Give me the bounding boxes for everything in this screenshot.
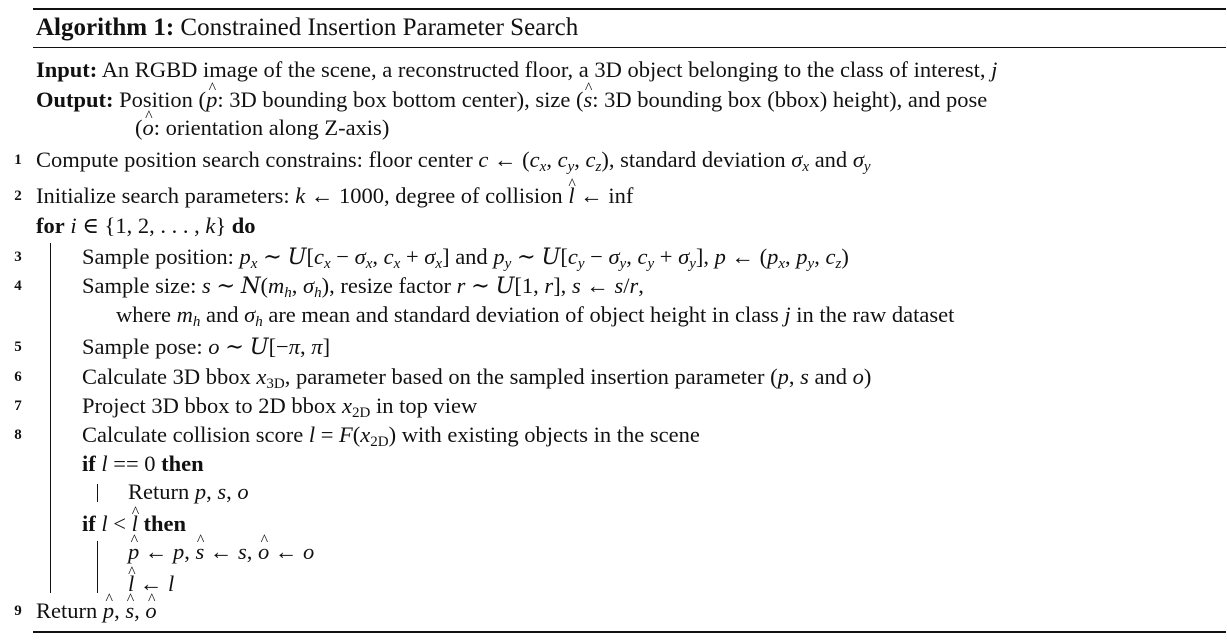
step-4-continued: where $m_h$ and $\sigma_h$ are mean and standard deviation of object height in class j in the raw dataset	[116, 302, 955, 330]
step-7: Project 3D bbox to 2D bbox $x_{2D}$ in top view	[82, 393, 478, 421]
if-bar	[97, 484, 98, 502]
bottom-rule	[33, 631, 1226, 633]
update-score: ^ l ← l	[128, 570, 174, 598]
return-early: Return p, s, o	[128, 479, 249, 504]
step-5: Sample pose: o ∼ U[−π, π]	[82, 334, 331, 360]
output-line-2: (^ o: orientation along Z-axis)	[135, 114, 389, 142]
line-number: 4	[14, 278, 22, 294]
step-4: Sample size: s ∼ $N(m_h$, $\sigma_h$), resize factor r ∼ U[1, r], s ← s/r,	[82, 273, 644, 301]
for-loop-header: for i ∈ {1, 2, . . . , k} do	[36, 213, 256, 238]
output-line: Output: Position (^ p: 3D bounding box bottom center), size (^ s: 3D bounding box (bbox) height), and pose	[36, 86, 987, 114]
step-8: Calculate collision score $l = F(x_{2D})$ with existing objects in the scene	[82, 422, 700, 450]
input-line: Input: An RGBD image of the scene, a reconstructed floor, a 3D object belonging to the class of interest, j	[36, 57, 998, 82]
if-bar	[97, 541, 98, 593]
line-number: 8	[14, 427, 22, 443]
step-3: Sample position: $p_x$ ∼ $U[c_x - \sigma_x$, $c_x + \sigma_x$] and $p_y$ ∼ $U[c_y - \sigma_y$, $c_y + \sigma_y$], p ← ($p_x$, $p_y$, $c_z$)	[82, 244, 849, 272]
line-number: 9	[14, 603, 22, 619]
update-best: ^ p ← p, ^ s ← s, ^ o ← o	[128, 538, 314, 566]
title-rule	[33, 47, 1226, 48]
step-2: Initialize search parameters: k ← 1000, degree of collision ^ l ← inf	[36, 182, 633, 210]
line-number: 1	[14, 152, 22, 168]
algorithm-title: Algorithm 1: Constrained Insertion Parameter Search	[36, 14, 579, 41]
line-number: 7	[14, 398, 22, 414]
if-better-score: if l < ^ l then	[82, 510, 186, 538]
step-1: Compute position search constrains: floor center c ← ($c_x$, $c_y$, $c_z$), standard deviation $\sigma_x$ and $\sigma_y$	[36, 147, 871, 175]
line-number: 6	[14, 369, 22, 385]
line-number: 3	[14, 249, 22, 265]
if-collision-zero: if l == 0 then	[82, 451, 204, 476]
step-6: Calculate 3D bbox $x_{3D}$, parameter based on the sampled insertion parameter (p, s and o)	[82, 364, 872, 392]
for-loop-bar	[50, 243, 51, 593]
line-number: 2	[14, 188, 22, 204]
step-9: Return ^ p, ^ s, ^ o	[36, 597, 157, 625]
top-rule	[33, 8, 1226, 10]
line-number: 5	[14, 339, 22, 355]
